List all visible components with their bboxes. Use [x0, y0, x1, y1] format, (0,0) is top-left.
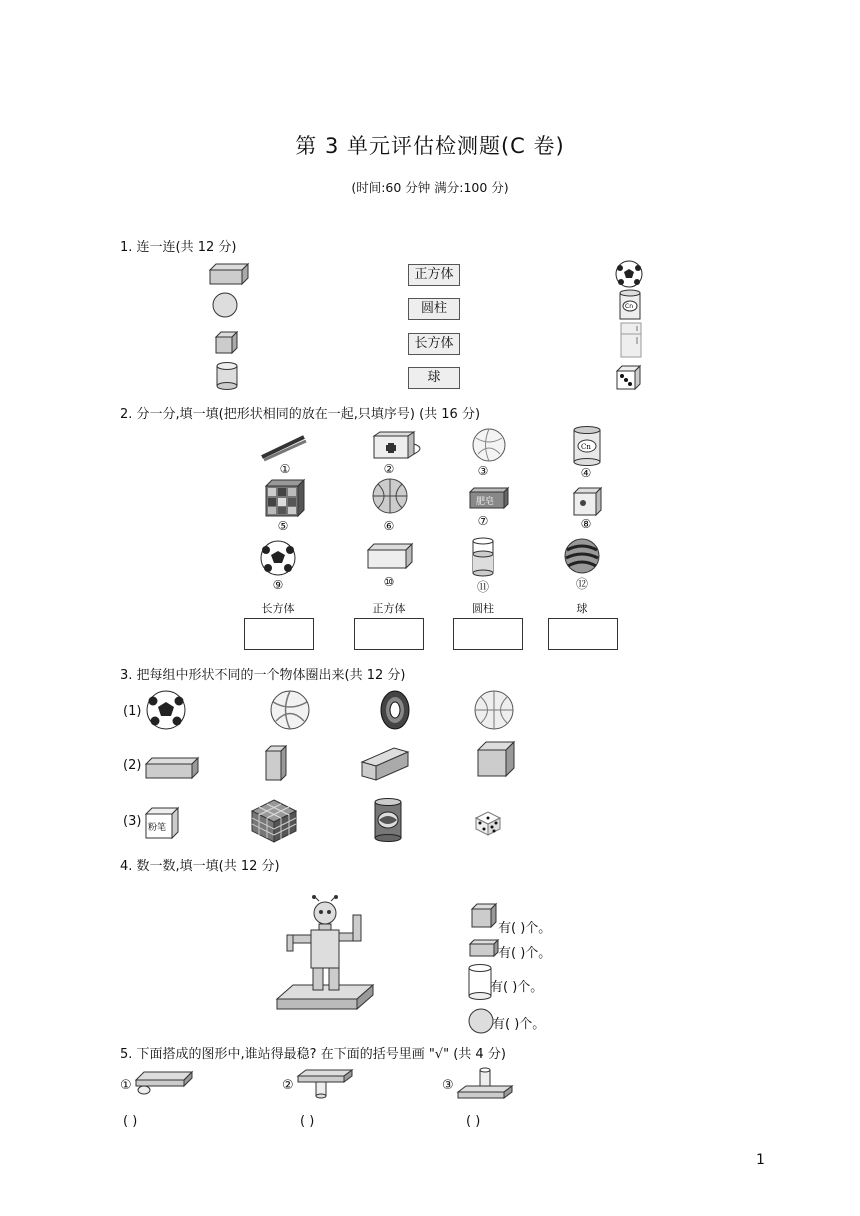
question-2-heading: 2. 分一分,填一填(把形状相同的放在一起,只填序号) (共 16 分): [120, 407, 481, 422]
answer-box-cuboid[interactable]: [244, 618, 314, 650]
dice-icon: [617, 366, 641, 390]
cuboid-icon: [210, 264, 250, 286]
chalk-label: 粉笔: [148, 823, 167, 833]
soccer-ball-icon: [260, 540, 296, 576]
first-aid-box-icon: [370, 432, 426, 462]
count-fill-cuboid[interactable]: 有( )个。: [498, 946, 552, 961]
answer-box-cube[interactable]: [354, 618, 424, 650]
item-number: ③: [477, 464, 489, 478]
svg-text:Cn: Cn: [625, 303, 633, 310]
category-cuboid: 长方体: [261, 602, 295, 615]
answer-box-cylinder[interactable]: [453, 618, 523, 650]
count-fill-circle[interactable]: 有( )个。: [492, 1017, 546, 1032]
cube-icon: [472, 904, 498, 928]
circle-icon: [212, 292, 238, 318]
soccer-ball-icon[interactable]: [146, 690, 186, 730]
volleyball-icon: [472, 428, 506, 462]
striped-ball-icon: [564, 538, 600, 574]
answer-box-sphere[interactable]: [548, 618, 618, 650]
option-label: ①: [120, 1078, 132, 1093]
item-number: ⑩: [383, 575, 395, 589]
structure-2-icon: [296, 1068, 354, 1102]
cylinder-icon: [468, 964, 492, 1000]
circle-icon: [468, 1008, 494, 1034]
basketball-icon: [372, 478, 408, 514]
option-label: ③: [442, 1078, 454, 1093]
option-label: ②: [282, 1078, 294, 1093]
tall-block-icon[interactable]: [266, 746, 288, 782]
group-label: (2): [123, 758, 142, 773]
item-number: ⑧: [580, 517, 592, 531]
page-subtitle: (时间:60 分钟 满分:100 分): [351, 180, 509, 195]
answer-paren-2[interactable]: ( ): [300, 1114, 315, 1129]
can-icon[interactable]: [374, 798, 402, 842]
category-cylinder: 圆柱: [472, 602, 494, 615]
answer-paren-1[interactable]: ( ): [123, 1114, 138, 1129]
page-title: 第 3 单元评估检测题(C 卷): [295, 134, 565, 158]
item-number: ②: [383, 462, 395, 476]
slanted-block-icon[interactable]: [362, 748, 410, 782]
item-number: ④: [580, 466, 592, 480]
count-fill-cylinder[interactable]: 有( )个。: [490, 980, 544, 995]
soap-icon: [468, 488, 510, 510]
soap-label: 肥皂: [476, 497, 495, 507]
question-3-heading: 3. 把每组中形状不同的一个物体圈出来(共 12 分): [120, 668, 406, 683]
svg-text:Cn: Cn: [581, 443, 591, 451]
long-block-icon[interactable]: [146, 758, 200, 780]
page-number: 1: [756, 1152, 765, 1168]
question-4-heading: 4. 数一数,填一填(共 12 分): [120, 859, 280, 874]
dice-icon[interactable]: [474, 810, 502, 836]
label-sphere: 球: [408, 367, 460, 389]
flat-box-icon: [368, 544, 414, 570]
tape-roll-icon[interactable]: [380, 690, 410, 730]
can-icon: [619, 290, 641, 322]
small-box-icon: [574, 488, 602, 516]
item-number: ⑫: [575, 577, 588, 591]
sticks-icon: [260, 433, 308, 461]
item-number: ①: [279, 462, 291, 476]
cube-icon: [216, 332, 238, 354]
answer-paren-3[interactable]: ( ): [466, 1114, 481, 1129]
cube-icon[interactable]: [478, 742, 516, 778]
category-sphere: 球: [576, 602, 588, 615]
question-5-heading: 5. 下面搭成的图形中,谁站得最稳? 在下面的括号里画 "√" (共 4 分): [120, 1047, 506, 1062]
item-number: ⑨: [272, 578, 284, 592]
question-1-heading: 1. 连一连(共 12 分): [120, 240, 237, 255]
fridge-icon: [620, 322, 642, 358]
label-cube: 正方体: [408, 264, 460, 286]
structure-3-icon: [456, 1068, 514, 1102]
item-number: ⑥: [383, 519, 395, 533]
volleyball-icon[interactable]: [270, 690, 310, 730]
cylinder-icon: [216, 362, 238, 390]
item-number: ⑪: [476, 580, 489, 594]
label-cuboid: 长方体: [408, 333, 460, 355]
rubiks-cube-icon: [266, 480, 306, 518]
group-label: (3): [123, 814, 142, 829]
chalk-box-icon[interactable]: [146, 808, 180, 840]
group-label: (1): [123, 704, 142, 719]
item-number: ⑦: [477, 514, 489, 528]
structure-1-icon: [134, 1070, 194, 1096]
can-icon: [573, 426, 601, 466]
category-cube: 正方体: [372, 602, 406, 615]
cuboid-icon: [470, 940, 500, 958]
robot-figure: [275, 895, 375, 1013]
soccer-ball-icon: [615, 260, 643, 288]
item-number: ⑤: [277, 519, 289, 533]
count-fill-cube[interactable]: 有( )个。: [498, 921, 552, 936]
label-cylinder: 圆柱: [408, 298, 460, 320]
rubiks-cube-icon[interactable]: [252, 800, 296, 842]
basketball-icon[interactable]: [474, 690, 514, 730]
glass-icon: [472, 538, 494, 576]
